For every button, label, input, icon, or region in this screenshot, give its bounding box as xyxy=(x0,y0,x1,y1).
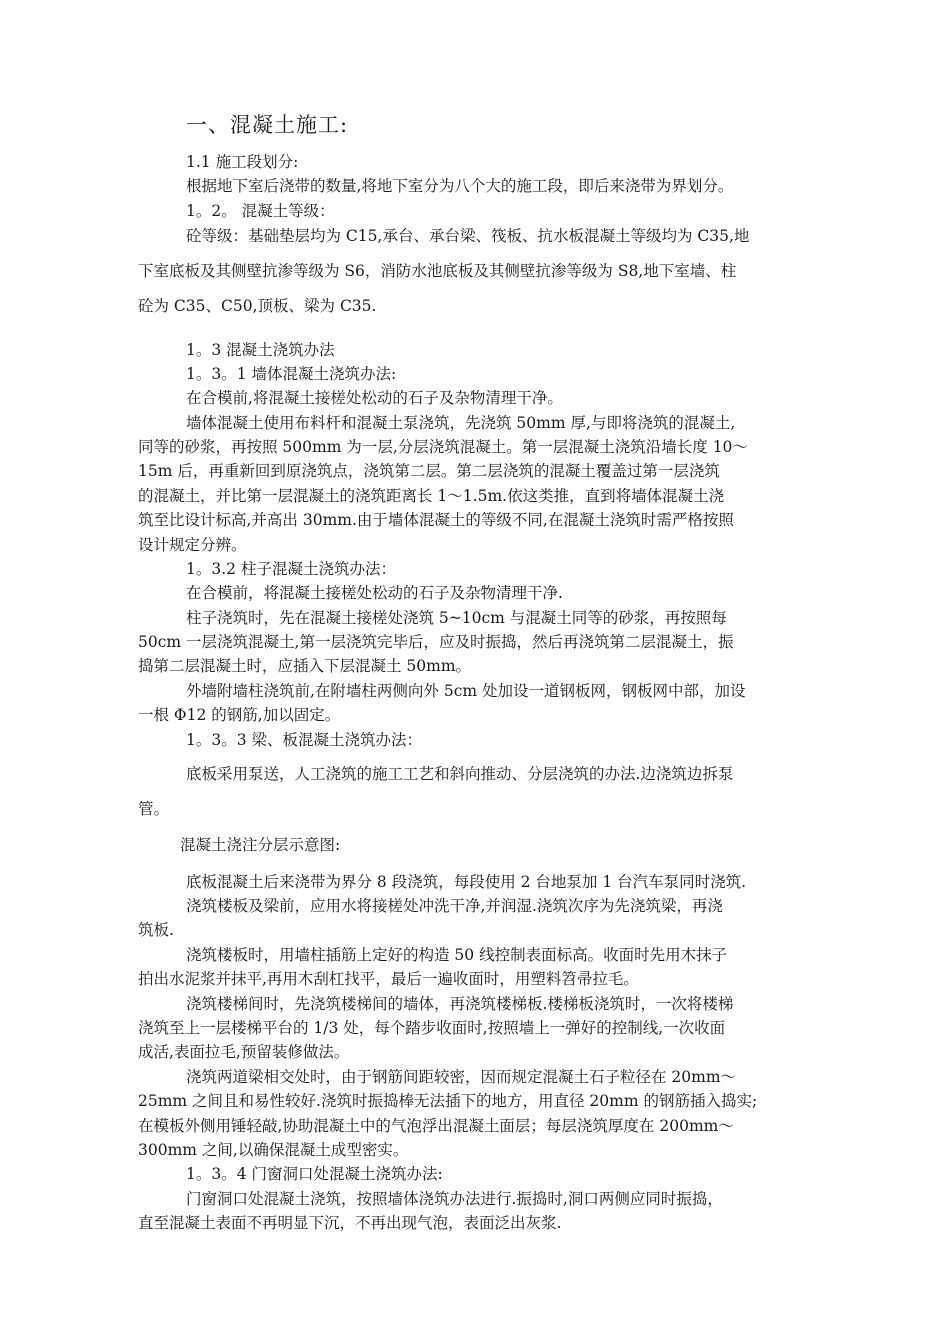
body-line: 在合模前,将混凝土接槎处松动的石子及杂物清理干净。 xyxy=(186,389,563,407)
body-line: 1。3。1 墙体混凝土浇筑办法: xyxy=(186,365,397,383)
body-line: 柱子浇筑时，先在混凝土接槎处浇筑 5~10cm 与混凝土同等的砂浆，再按照每 xyxy=(186,609,727,627)
body-line: 在合模前，将混凝土接槎处松动的石子及杂物清理干净. xyxy=(186,584,563,602)
body-line: 1。3。3 梁、板混凝土浇筑办法： xyxy=(186,731,423,749)
body-line: 浇筑两道梁相交处时，由于钢筋间距较密，因而规定混凝土石子粒径在 20mm～ xyxy=(186,1068,737,1086)
body-line: 拍出水泥浆并抹平,再用木刮杠找平，最后一遍收面时，用塑料笤帚拉毛。 xyxy=(138,970,639,988)
body-line: 15m 后，再重新回到原浇筑点，浇筑第二层。第二层浇筑的混凝土覆盖过第一层浇筑 xyxy=(138,462,720,480)
body-line: 筑板. xyxy=(138,921,174,939)
body-line: 门窗洞口处混凝土浇筑，按照墙体浇筑办法进行.振捣时,洞口两侧应同时振捣， xyxy=(186,1190,723,1208)
body-line: 设计规定分辨。 xyxy=(138,536,247,554)
body-line: 外墙附墙柱浇筑前,在附墙柱两侧向外 5cm 处加设一道钢板网，钢板网中部，加设 xyxy=(186,682,746,700)
body-line: 底板采用泵送，人工浇筑的施工工艺和斜向推动、分层浇筑的办法.边浇筑边拆泵 xyxy=(186,765,734,783)
section-title: 一、混凝土施工: xyxy=(186,113,349,137)
body-line: 成活,表面拉毛,预留装修做法。 xyxy=(138,1043,350,1061)
body-line: 1。3 混凝土浇筑办法 xyxy=(186,341,335,359)
body-line: 混凝土浇注分层示意图: xyxy=(180,836,341,854)
body-line: 一根 Φ12 的钢筋,加以固定。 xyxy=(138,706,341,724)
body-line: 根据地下室后浇带的数量,将地下室分为八个大的施工段，即后来浇带为界划分。 xyxy=(186,177,734,195)
body-line: 墙体混凝土使用布料杆和混凝土泵浇筑，先浇筑 50mm 厚,与即将浇筑的混凝土, xyxy=(186,414,736,432)
body-line: 下室底板及其侧壁抗渗等级为 S6，消防水池底板及其侧壁抗渗等级为 S8,地下室墙、柱 xyxy=(138,262,737,280)
body-line: 50cm 一层浇筑混凝土,第一层浇筑完毕后，应及时振捣，然后再浇筑第二层混凝土，振 xyxy=(138,633,734,651)
body-line: 1。2。 混凝土等级： xyxy=(186,202,335,220)
body-line: 1。3.2 柱子混凝土浇筑办法： xyxy=(186,560,396,578)
body-line: 在模板外侧用锤轻敲,协助混凝土中的气泡浮出混凝土面层；每层浇筑厚度在 200mm～ xyxy=(138,1117,734,1135)
body-line: 300mm 之间,以确保混凝土成型密实。 xyxy=(138,1141,409,1159)
body-line: 砼等级：基础垫层均为 C15,承台、承台梁、筏板、抗水板混凝土等级均为 C35,地 xyxy=(186,227,750,245)
body-line: 砼为 C35、C50,顶板、梁为 C35. xyxy=(138,297,377,315)
body-line: 底板混凝土后来浇带为界分 8 段浇筑，每段使用 2 台地泵加 1 台汽车泵同时浇筑. xyxy=(186,873,747,891)
body-line: 管。 xyxy=(138,800,170,818)
body-line: 浇筑楼板时，用墙柱插筋上定好的构造 50 线控制表面标高。收面时先用木抹子 xyxy=(186,946,728,964)
body-line: 直至混凝土表面不再明显下沉，不再出现气泡，表面泛出灰浆. xyxy=(138,1214,562,1232)
body-line: 筑至比设计标高,并高出 30mm.由于墙体混凝土的等级不同,在混凝土浇筑时需严格按照 xyxy=(138,511,734,529)
body-line: 25mm 之间且和易性较好.浇筑时振捣棒无法插下的地方，用直径 20mm 的钢筋插入捣实; xyxy=(138,1092,758,1110)
body-line: 1。3。4 门窗洞口处混凝土浇筑办法: xyxy=(186,1165,443,1183)
body-line: 浇筑楼板及梁前，应用水将接槎处冲洗干净,并润湿.浇筑次序为先浇筑梁，再浇 xyxy=(186,897,723,915)
body-line: 浇筑楼梯间时，先浇筑楼梯间的墙体，再浇筑楼梯板.楼梯板浇筑时，一次将楼梯 xyxy=(186,995,734,1013)
body-line: 1.1 施工段划分: xyxy=(186,153,299,171)
body-line: 同等的砂浆，再按照 500mm 为一层,分层浇筑混凝土。第一层混凝土浇筑沿墙长度 10～ xyxy=(138,438,748,456)
body-line: 捣第二层混凝土时，应插入下层混凝土 50mm。 xyxy=(138,657,472,675)
body-line: 浇筑至上一层楼梯平台的 1/3 处，每个踏步收面时,按照墙上一弹好的控制线,一次收面 xyxy=(138,1019,726,1037)
body-line: 的混凝土，并比第一层混凝土的浇筑距离长 1～1.5m.依这类推，直到将墙体混凝土浇 xyxy=(138,487,725,505)
